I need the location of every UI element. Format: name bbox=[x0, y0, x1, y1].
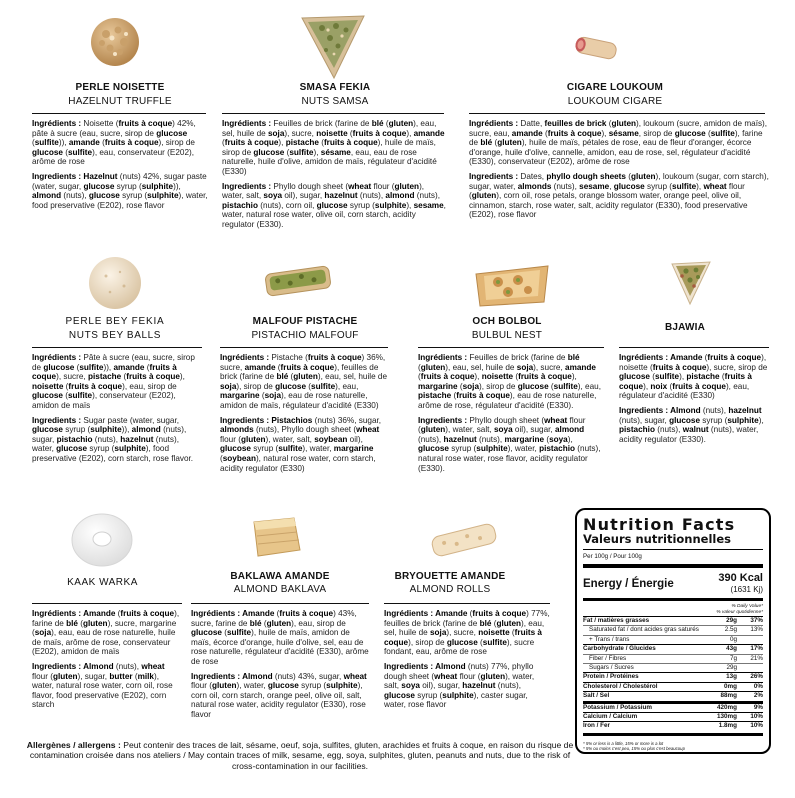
ingredients-en: Ingredients : Pistachios (nuts) 36%, sugar, almonds (nuts), Phyllo dough sheet (wheat flour (gluten), water, salt, soybean oil), glucose syrup (sulfite), water, margarine (soybean), natural rose water, corn starch, acidity regulator (E330) bbox=[220, 415, 382, 473]
divider bbox=[583, 564, 763, 568]
product-name: BRYOUETTE AMANDE bbox=[394, 571, 506, 582]
nutrient-daily-value: 21% bbox=[750, 654, 763, 662]
nutrition-title-fr: Valeurs nutritionnelles bbox=[583, 532, 732, 546]
footnote bbox=[583, 738, 763, 751]
nutrient-row bbox=[583, 701, 763, 712]
nutrient-amount: 0g bbox=[729, 635, 737, 643]
divider bbox=[220, 347, 388, 348]
nutrient-label: Cholesterol / Cholestérol bbox=[583, 682, 658, 690]
nutrient-daily-value: 37% bbox=[750, 617, 763, 624]
allergens-notice: Allergènes / allergens : Peut contenir des traces de lait, sésame, oeuf, soja, sulfites, gluten, arachides et fruits à coque, en raison du risque de contamination croisée dans nos ateliers / May contain traces of milk, sesame, egg, soya, sulphites, gluten, peanuts and nuts, due to the risk of cross-contamination in our facilities. bbox=[26, 740, 574, 771]
ingredients bbox=[191, 609, 369, 725]
product-subtitle: PISTACHIO MALFOUF bbox=[251, 330, 359, 341]
footnote-fr: * 5% ou moins c'est peu, 15% ou plus c'est beaucoup bbox=[583, 746, 685, 752]
nutrient-row bbox=[583, 616, 763, 625]
ingredients-en: Ingredients : Almond (nuts), hazelnut (nuts), sugar, glucose syrup (sulphite), pistachio (nuts), walnut (nuts), water, acidity regulator (E330). bbox=[619, 405, 764, 444]
energy-kj: (1631 Kj) bbox=[730, 585, 763, 594]
nutrient-row bbox=[583, 672, 763, 681]
product-subtitle: ALMOND ROLLS bbox=[409, 584, 491, 595]
product-subtitle: BULBUL NEST bbox=[471, 330, 543, 341]
pistachio-malfouf-image bbox=[262, 260, 334, 302]
ingredients-fr: Ingrédients : Amande (fruits à coque), farine de blé (gluten), sucre, margarine (soja), eau, eau de rose naturelle, huile de maïs, arôme de rose, conservateur (E202), amidon de maïs bbox=[32, 609, 180, 657]
product-subtitle: NUTS BEY BALLS bbox=[68, 330, 162, 341]
ingredients bbox=[220, 353, 388, 478]
ingredients bbox=[32, 119, 210, 215]
nutrient-amount: 130mg bbox=[717, 713, 737, 721]
ingredients-fr: Ingrédients : Pâte à sucre (eau, sucre, sirop de glucose (sulfite)), amande (fruits à coque), sucre, pistache (fruits à coque), noisette (fruits à coque), eau, sirop de glucose (sulfite), conservateur (E202), amidon de maïs bbox=[32, 353, 195, 410]
divider bbox=[32, 347, 202, 348]
ingredients-fr: Ingrédients : Amande (fruits à coque), noisette (fruits à coque), sucre, sirop de glucose (sulfite), pistache (fruits à coque), noix (fruits à coque), eau, régulateur d'acidité (E330) bbox=[619, 353, 768, 401]
hazelnut-truffle-image bbox=[88, 14, 142, 70]
nutrient-amount: 29g bbox=[726, 664, 737, 672]
nutrient-row bbox=[583, 635, 763, 644]
ingredients-en: Ingredients : Dates, phyllo dough sheets (gluten), loukoum (sugar, corn starch), sugar, water, almonds (nuts), sesame, glucose syrup (sulfite), wheat flour (gluten), corn oil, rose petals, orange blossom water, orange peel, olive oil, cinnamon, starch, rose water, salt, acidity regulator (E330), food preservative (E202), rose flavor bbox=[469, 171, 769, 220]
nutrient-amount: 13g bbox=[726, 673, 737, 681]
nutrient-amount: 0mg bbox=[724, 682, 737, 690]
divider bbox=[384, 603, 550, 604]
nutrient-label: + Trans / trans bbox=[589, 635, 630, 643]
nutrient-row bbox=[583, 682, 763, 691]
product-subtitle: NUTS SAMSA bbox=[301, 96, 369, 107]
ingredients-fr: Ingrédients : Datte, feuilles de brick (gluten), loukoum (sucre, amidon de maïs), sucre, eau, amande (fruits à coque), sésame, sirop de glucose (sulfite), farine de blé (gluten), huile de maïs, pétales de rose, eau de fleur d'oranger, écorce d'orange, huile d'olive, cannelle, amidon, eau de rose, sel, régulateur d'acidité (E330), conservateur (E202), arôme de rose bbox=[469, 119, 768, 167]
ingredients bbox=[469, 119, 769, 225]
nutrient-daily-value: 0% bbox=[753, 682, 763, 690]
nutrient-row bbox=[583, 644, 763, 653]
energy-kcal: 390 Kcal bbox=[718, 572, 763, 584]
divider bbox=[583, 598, 763, 601]
nutrient-amount: 1.8mg bbox=[718, 722, 737, 730]
nutrient-label: Saturated fat / dont acides gras saturés bbox=[589, 626, 699, 634]
ingredients-en: Ingredients : Almond (nuts) 43%, sugar, wheat flour (gluten), water, glucose syrup (sulphite), corn oil, corn starch, orange peel, olive oil, salt, natural rose water, acidity regulator (E330), rose flavor bbox=[191, 671, 367, 719]
kaak-warka-image bbox=[68, 510, 136, 570]
product-name: KAAK WARKA bbox=[67, 577, 138, 588]
ingredients bbox=[32, 353, 200, 469]
nutrient-daily-value: 9% bbox=[753, 703, 763, 711]
nutrient-label: Fat / matières grasses bbox=[583, 617, 650, 624]
ingredients-fr: Ingrédients : Feuilles de brick (farine de blé (gluten), eau, sel, huile de soja), sucre, noisette (fruits à coque), amande (fruits à coque), pistache (fruits à coque), huile de maïs, sirop de glucose (sulfite), sésame, eau, eau de rose naturelle, huile d'olive, amidon de maïs, régulateur d'acidité (E330) bbox=[222, 119, 445, 176]
ingredients-en: Ingredients : Phyllo dough sheet (wheat flour (gluten), water, salt, soya oil), sugar, almond (nuts), hazelnut (nuts), margarine (soya), glucose syrup (sulphite), water, pistachio (nuts), natural rose water, rose flavor, acidity regulator (E330). bbox=[418, 415, 601, 473]
nutrient-daily-value: 26% bbox=[750, 673, 763, 681]
product-name: PERLE NOISETTE bbox=[75, 82, 165, 93]
bulbul-nest-image bbox=[470, 256, 554, 312]
nutrient-row bbox=[583, 691, 763, 700]
serving-size: Per 100g / Pour 100g bbox=[583, 553, 642, 560]
product-name: PERLE BEY FEKIA bbox=[65, 316, 165, 327]
product-name: SMASA FEKIA bbox=[299, 82, 371, 93]
ingredients-en: Ingredients : Phyllo dough sheet (wheat flour (gluten), water, salt, soya oil), sugar, hazelnut (nuts), almond (nuts), pistachio (nuts), corn oil, glucose syrup (sulphite), sesame, water, natural rose water, olive oil, corn starch, acidity regulator (E330). bbox=[222, 181, 446, 229]
ingredients-en: Ingredients : Hazelnut (nuts) 42%, sugar paste (water, sugar, glucose syrup (sulphite)), almond (nuts), glucose syrup (sulphite), water, food preservative (E202), rose flavor bbox=[32, 171, 208, 210]
nutrient-amount: 43g bbox=[726, 645, 737, 653]
nutrient-label: Carbohydrate / Glucides bbox=[583, 645, 656, 653]
ingredients-fr: Ingrédients : Amande (fruits à coque) 43%, sucre, farine de blé (gluten), eau, sirop de glucose (sulfite), huile de maïs, amidon de maïs, écorce d'orange, huile d'olive, sel, eau de rose naturelle, régulateur d'acidité (E330), arôme de rose bbox=[191, 609, 369, 666]
nutrient-row bbox=[583, 654, 763, 663]
almond-baklava-image bbox=[248, 510, 304, 564]
nuts-bey-ball-image bbox=[86, 254, 144, 312]
footnote-en: * 5% or less is a little, 15% or more is a lot bbox=[583, 740, 664, 746]
daily-value-header bbox=[583, 603, 763, 616]
nutrient-daily-value: 10% bbox=[750, 722, 763, 730]
nutrient-daily-value: 10% bbox=[750, 713, 763, 721]
divider bbox=[469, 113, 765, 114]
nutrient-label: Potassium / Potassium bbox=[583, 703, 652, 711]
nutrition-title: Nutrition Facts bbox=[583, 515, 736, 534]
nutrient-label: Iron / Fer bbox=[583, 722, 610, 730]
ingredients-fr: Ingrédients : Feuilles de brick (farine de blé (gluten), eau, sel, huile de soja), sucre, amande (fruits à coque), noisette (fruits à coque), margarine (soja), sirop de glucose (sulfite), eau, pistache (fruits à coque), eau de rose naturelle, arôme de rose, régulateur d'acidité (E330). bbox=[418, 353, 601, 410]
energy-row bbox=[583, 570, 763, 596]
product-name: CIGARE LOUKOUM bbox=[566, 82, 664, 93]
ingredients bbox=[418, 353, 602, 478]
nutrient-label: Calcium / Calcium bbox=[583, 713, 638, 721]
product-name: MALFOUF PISTACHE bbox=[252, 316, 358, 327]
nutrition-facts-panel bbox=[575, 508, 771, 754]
divider bbox=[418, 347, 604, 348]
nutrient-daily-value: 13% bbox=[750, 626, 763, 634]
ingredients-fr: Ingrédients : Noisette (fruits à coque) 42%, pâte à sucre (eau, sucre, sirop de glucose (sulfite)), amande (fruits à coque), sirop de glucose (sulfite), eau, conservateur (E202), arôme de rose bbox=[32, 119, 196, 167]
nutrient-amount: 420mg bbox=[717, 703, 737, 711]
divider bbox=[583, 733, 763, 736]
nutrient-label: Fiber / Fibres bbox=[589, 654, 627, 662]
product-name: BJAWIA bbox=[664, 322, 706, 333]
nutrient-row bbox=[583, 712, 763, 721]
nutrient-label: Salt / Sel bbox=[583, 692, 610, 700]
ingredients-en: Ingredients : Almond (nuts) 77%, phyllo dough sheet (wheat flour (gluten), water, salt, soya oil), sugar, hazelnut (nuts), glucose syrup (sulphite), caster sugar, water, rose flavor bbox=[384, 661, 535, 710]
nutrient-daily-value bbox=[737, 664, 763, 672]
divider bbox=[32, 113, 206, 114]
nutrient-row bbox=[583, 663, 763, 672]
bjawia-image bbox=[666, 256, 716, 308]
almond-rolls-image bbox=[428, 518, 500, 562]
divider bbox=[32, 603, 182, 604]
product-name: BAKLAWA AMANDE bbox=[230, 571, 330, 582]
divider bbox=[191, 603, 369, 604]
nutrient-label: Protein / Protéines bbox=[583, 673, 639, 681]
nutrient-amount: 7g bbox=[729, 654, 737, 662]
ingredients-fr: Ingrédients : Pistache (fruits à coque) 36%, sucre, amande (fruits à coque), feuilles de brick (farine de blé (gluten), eau, sel, huile de soja), sirop de glucose (sulfite), eau, margarine (soja), eau de rose naturelle, amidon de maïs, régulateur d'acidité (E330) bbox=[220, 353, 388, 410]
ingredients-en: Ingredients : Sugar paste (water, sugar, glucose syrup (sulphite)), almond (nuts), sugar, pistachio (nuts), hazelnut (nuts), water, glucose syrup (sulphite), food preservative (E202), corn starch, rose flavor. bbox=[32, 415, 194, 463]
nutrient-row bbox=[583, 625, 763, 634]
energy-label: Energy / Énergie bbox=[583, 578, 674, 590]
daily-value-en: % Daily Value* bbox=[731, 604, 763, 609]
product-subtitle: ALMOND BAKLAVA bbox=[233, 584, 327, 595]
nutrient-amount: 88mg bbox=[720, 692, 737, 700]
nutrient-row bbox=[583, 721, 763, 730]
ingredients-en: Ingredients : Almond (nuts), wheat flour (gluten), sugar, butter (milk), water, natural rose water, corn oil, rose flavor, food preservative (E202), corn starch bbox=[32, 661, 173, 710]
nutrient-daily-value bbox=[737, 636, 763, 644]
ingredients bbox=[384, 609, 550, 715]
energy-value bbox=[718, 572, 763, 596]
daily-value-fr: % valeur quotidienne* bbox=[716, 609, 763, 615]
nutrient-amount: 29g bbox=[726, 617, 737, 624]
nutrient-daily-value: 2% bbox=[753, 692, 763, 700]
product-subtitle: HAZELNUT TRUFFLE bbox=[68, 96, 172, 107]
product-name: OCH BOLBOL bbox=[472, 316, 542, 327]
nutrient-amount: 2.5g bbox=[724, 626, 737, 634]
ingredients bbox=[619, 353, 769, 449]
nutrient-daily-value: 17% bbox=[750, 645, 763, 653]
nuts-samsa-image bbox=[296, 10, 370, 82]
nutrient-label: Sugars / Sucres bbox=[589, 664, 634, 672]
divider bbox=[619, 347, 769, 348]
loukoum-cigar-image bbox=[572, 30, 620, 68]
ingredients-fr: Ingrédients : Amande (fruits à coque) 77%, feuilles de brick (farine de blé (gluten), eau, sel, huile de soja), sucre, noisette (fruits à coque), sirop de glucose (sulfite), sucre fondant, eau, arôme de rose bbox=[384, 609, 550, 657]
ingredients bbox=[222, 119, 446, 235]
ingredients bbox=[32, 609, 182, 715]
nutrient-rows bbox=[583, 616, 763, 731]
product-subtitle: LOUKOUM CIGARE bbox=[567, 96, 663, 107]
divider bbox=[222, 113, 444, 114]
